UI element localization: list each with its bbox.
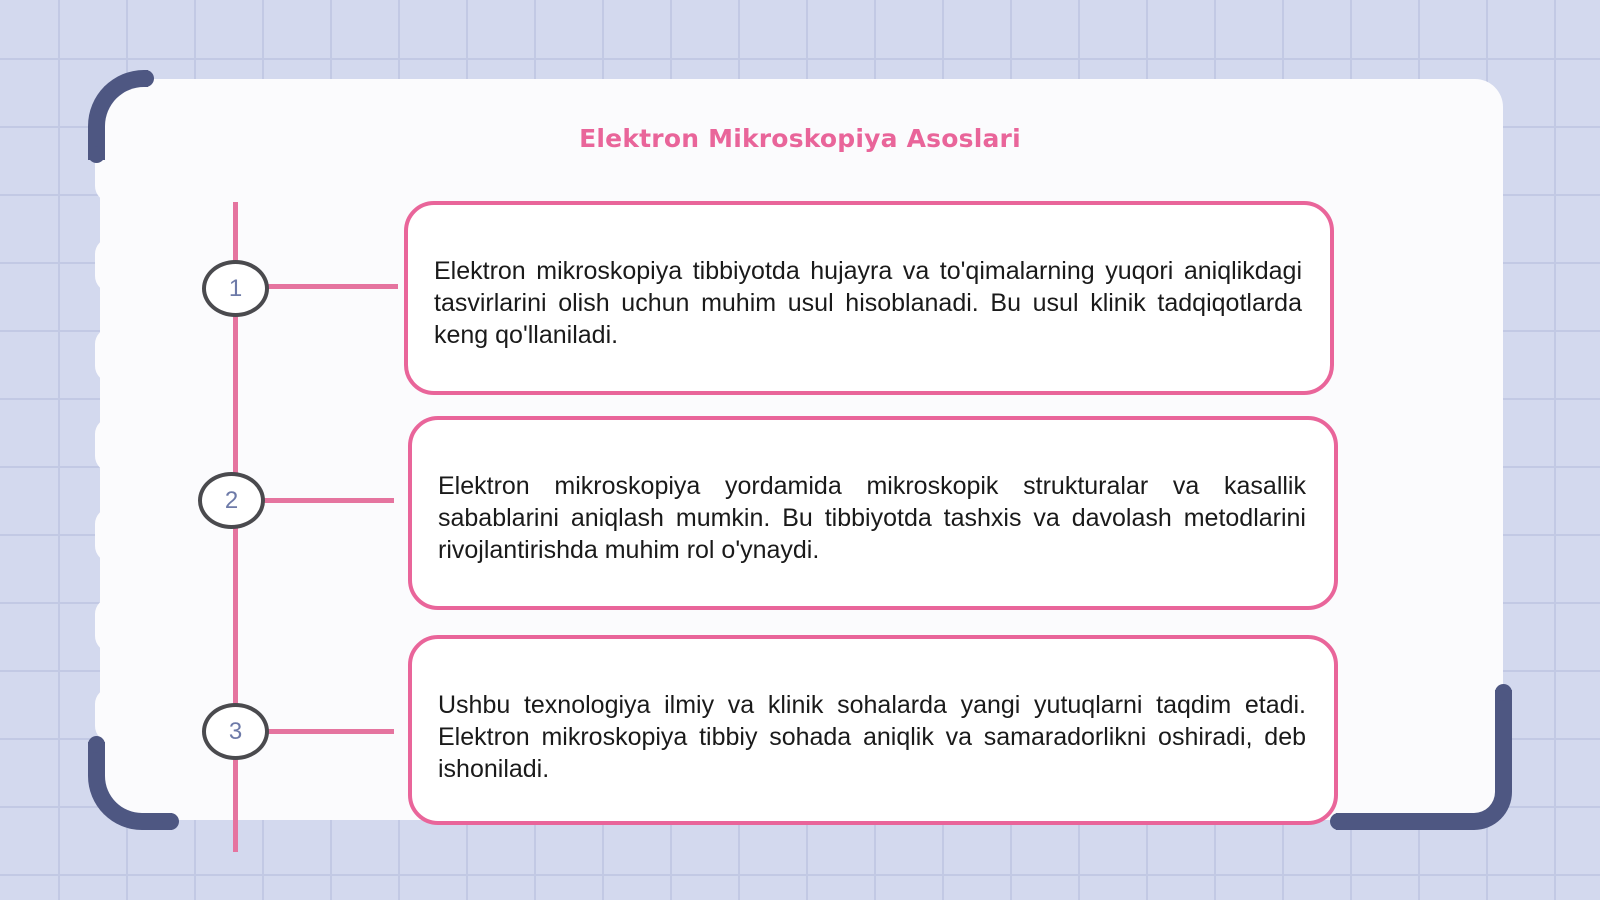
step-number-3: 3 xyxy=(202,703,269,760)
step-number-2: 2 xyxy=(198,472,265,529)
notch-bump xyxy=(95,598,127,652)
notch-bump xyxy=(95,328,127,382)
frame-corner-cap xyxy=(88,736,105,753)
frame-corner-cap xyxy=(1495,684,1512,701)
notch-bump xyxy=(95,508,127,562)
frame-corner-bottom-left xyxy=(88,742,172,830)
notch-bump xyxy=(95,688,127,742)
step-text-box-2 xyxy=(408,416,1338,610)
step-text-2: Elektron mikroskopiya yordamida mikroskopik strukturalar va kasallik sabablarini aniqlash mumkin. Bu tibbiyotda tashxis va davolash metodlarini rivojlantirishda muhim rol o'ynaydi. xyxy=(438,472,1306,564)
frame-corner-cap xyxy=(162,813,179,830)
frame-corner-bottom-right xyxy=(1336,690,1512,830)
step-text-3: Ushbu texnologiya ilmiy va klinik sohalarda yangi yutuqlarni taqdim etadi. Elektron mikroskopiya tibbiy sohada aniqlik va samaradorlikni oshiradi, deb ishoniladi. xyxy=(438,691,1306,783)
frame-corner-cap xyxy=(1330,813,1347,830)
notch-bump xyxy=(95,418,127,472)
timeline-connector xyxy=(266,729,394,734)
step-text-box-3 xyxy=(408,635,1338,825)
timeline-connector xyxy=(266,284,398,289)
step-text-box-1 xyxy=(404,201,1334,395)
frame-corner-cap xyxy=(137,70,154,87)
timeline-connector xyxy=(262,498,394,503)
notch-bump xyxy=(95,238,127,292)
step-text-1: Elektron mikroskopiya tibbiyotda hujayra va to'qimalarning yuqori aniqlikdagi tasvirlarini olish uchun muhim usul hisoblanadi. Bu usul klinik tadqiqotlarda keng qo'llaniladi. xyxy=(434,257,1302,349)
step-number-1: 1 xyxy=(202,260,269,317)
slide-title: Elektron Mikroskopiya Asoslari xyxy=(579,124,1021,153)
